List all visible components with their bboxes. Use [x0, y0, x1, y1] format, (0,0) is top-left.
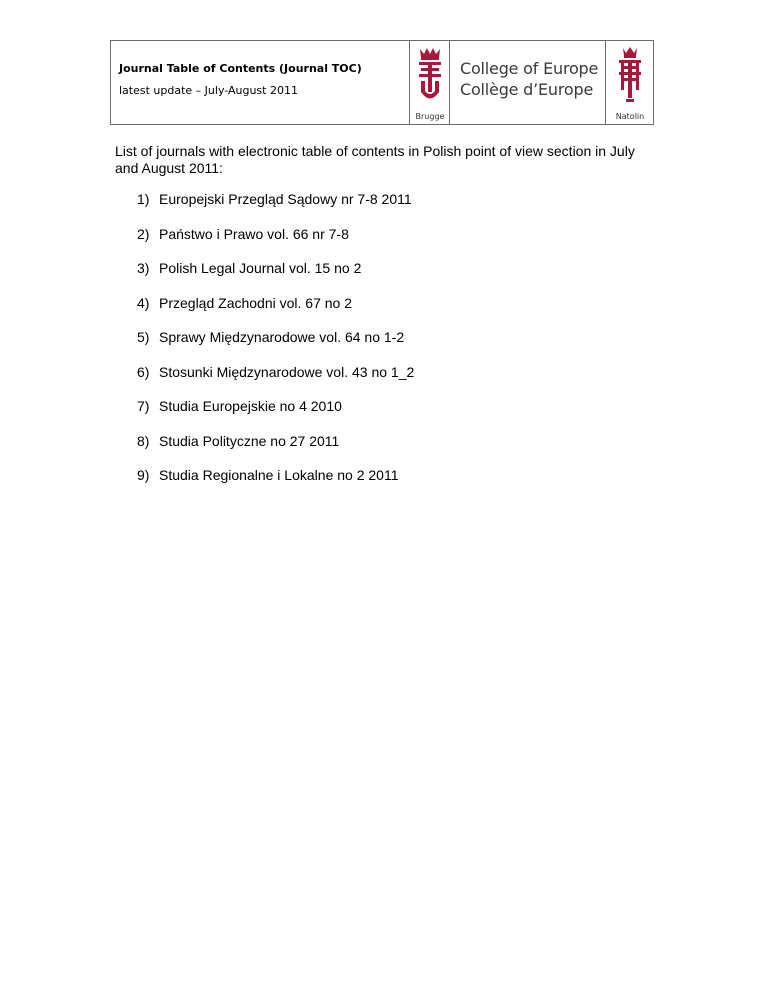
- list-item: [137, 226, 414, 242]
- college-name-en: College of Europe: [460, 59, 599, 78]
- list-item: [137, 260, 414, 276]
- list-item-title: Studia Europejskie no 4 2010: [159, 398, 342, 414]
- list-item-title: Przegląd Zachodni vol. 67 no 2: [159, 294, 353, 311]
- header-title-cell: [111, 41, 409, 124]
- list-item: [137, 398, 414, 414]
- list-item-title: Stosunki Międzynarodowe vol. 43 no 1_2: [159, 363, 415, 380]
- document-subtitle: latest update – July-August 2011: [119, 84, 298, 97]
- list-item: [137, 295, 414, 311]
- list-item-number: 6): [137, 363, 150, 380]
- list-item-title: Sprawy Międzynarodowe vol. 64 no 1-2: [159, 329, 405, 345]
- list-item-title: Studia Regionalne i Lokalne no 2 2011: [159, 467, 399, 483]
- list-item-title: Państwo i Prawo vol. 66 nr 7-8: [159, 225, 349, 242]
- document-header: [110, 40, 654, 125]
- intro-paragraph: List of journals with electronic table of contents in Polish point of view section in July and August 2011:: [115, 143, 635, 176]
- natolin-emblem-icon: [606, 45, 654, 109]
- document-title: Journal Table of Contents (Journal TOC): [119, 62, 362, 75]
- list-item-number: 3): [137, 260, 150, 276]
- list-item-number: 9): [137, 467, 150, 483]
- brugge-label: Brugge: [415, 112, 445, 121]
- list-item-number: 5): [137, 329, 150, 345]
- list-item: [137, 191, 414, 207]
- list-item-number: 2): [137, 225, 150, 242]
- journal-list: [137, 191, 414, 502]
- natolin-label: Natolin: [615, 112, 645, 121]
- list-item-title: Polish Legal Journal vol. 15 no 2: [159, 260, 362, 276]
- list-item-number: 7): [137, 398, 150, 414]
- list-item-number: 4): [137, 294, 150, 311]
- list-item: [137, 364, 414, 380]
- list-item: [137, 329, 414, 345]
- natolin-logo-cell: [605, 41, 654, 124]
- list-item: [137, 467, 414, 483]
- brugge-emblem-icon: [410, 45, 450, 109]
- college-name-cell: [449, 41, 606, 124]
- college-name-fr: Collège d’Europe: [460, 80, 594, 99]
- list-item-number: 8): [137, 432, 150, 449]
- list-item-title: Europejski Przegląd Sądowy nr 7-8 2011: [159, 191, 412, 207]
- list-item-title: Studia Polityczne no 27 2011: [159, 432, 340, 449]
- list-item: [137, 433, 414, 449]
- list-item-number: 1): [137, 191, 150, 207]
- brugge-logo-cell: [409, 41, 450, 124]
